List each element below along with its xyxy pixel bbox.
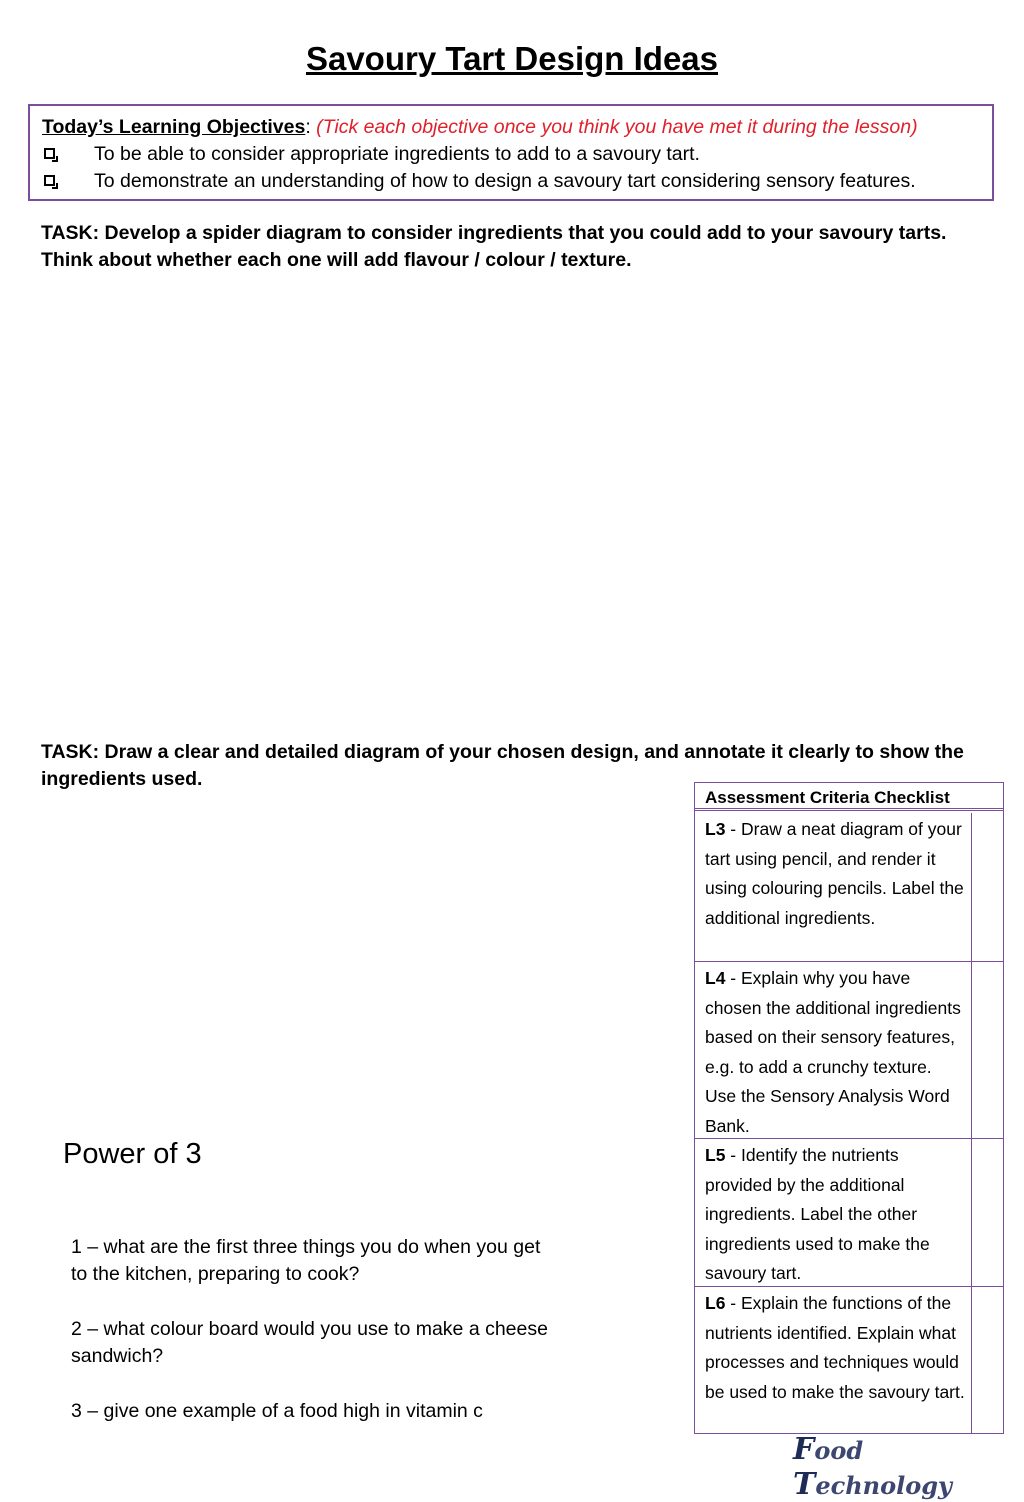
criteria-level: L3 <box>705 819 726 839</box>
assessment-checklist-table <box>694 782 1004 1434</box>
power-question-1: 1 – what are the first three things you do when you get to the kitchen, preparing to cook? <box>71 1236 541 1285</box>
criteria-description: - Explain why you have chosen the additional ingredients based on their sensory features, e.g. to add a crunchy texture. Use the Sensory Analysis Word Bank. <box>705 968 961 1136</box>
logo-letter-t: T <box>793 1467 816 1502</box>
checklist-row-l5 <box>695 1138 1003 1286</box>
power-of-3-title: Power of 3 <box>63 1138 202 1170</box>
tick-column-divider <box>971 1287 972 1433</box>
criteria-text <box>705 815 967 933</box>
criteria-level: L5 <box>705 1145 726 1165</box>
tick-column-divider <box>971 1139 972 1286</box>
power-question-3: 3 – give one example of a food high in vitamin c <box>71 1400 483 1422</box>
objective-text: To be able to consider appropriate ingredients to add to a savoury tart. <box>94 143 700 165</box>
logo-word-echnology: echnology <box>815 1471 952 1500</box>
power-question-2: 2 – what colour board would you use to make a cheese sandwich? <box>71 1318 548 1367</box>
criteria-text <box>705 1141 967 1289</box>
page-title: Savoury Tart Design Ideas <box>305 40 719 77</box>
checklist-heading: Assessment Criteria Checklist <box>695 783 1003 811</box>
logo-letter-f: F <box>793 1432 815 1467</box>
tick-column-divider <box>971 962 972 1138</box>
learning-objectives-box <box>28 104 994 201</box>
checkbox-icon[interactable] <box>44 148 55 159</box>
criteria-description: - Identify the nutrients provided by the additional ingredients. Label the other ingredients used to make the savoury tart. <box>705 1145 930 1283</box>
tick-column-divider <box>971 813 972 961</box>
food-technology-logo <box>793 1432 1024 1502</box>
checklist-row-l4 <box>695 961 1003 1138</box>
checklist-row-l6 <box>695 1286 1003 1433</box>
criteria-level: L6 <box>705 1293 726 1313</box>
objectives-heading-label: Today’s Learning Objectives <box>42 116 306 138</box>
objectives-heading-separator: : <box>305 116 317 138</box>
objective-text: To demonstrate an understanding of how to design a savoury tart considering sensory features. <box>94 170 916 192</box>
task-spider-line-2: Think about whether each one will add flavour / colour / texture. <box>41 249 632 271</box>
checklist-row-l3 <box>695 813 1003 961</box>
task-draw-line-2: ingredients used. <box>41 768 203 790</box>
objective-item <box>42 141 700 168</box>
objectives-note: (Tick each objective once you think you have met it during the lesson) <box>316 116 918 138</box>
checkbox-icon[interactable] <box>44 175 55 186</box>
task-spider-diagram <box>41 220 946 274</box>
objective-item <box>42 168 916 195</box>
criteria-description: - Draw a neat diagram of your tart using pencil, and render it using colouring pencils. Label the additional ingredients. <box>705 819 964 928</box>
criteria-description: - Explain the functions of the nutrients identified. Explain what processes and techniques would be used to make the savoury tart. <box>705 1293 965 1402</box>
criteria-text <box>705 1289 967 1407</box>
criteria-level: L4 <box>705 968 726 988</box>
task-draw-line-1: TASK: Draw a clear and detailed diagram of your chosen design, and annotate it clearly to show the <box>41 741 964 763</box>
objectives-heading <box>42 114 918 141</box>
criteria-text <box>705 964 967 1141</box>
logo-word-ood: ood <box>814 1436 864 1465</box>
task-spider-line-1: TASK: Develop a spider diagram to consider ingredients that you could add to your savoury tarts. <box>41 222 947 244</box>
